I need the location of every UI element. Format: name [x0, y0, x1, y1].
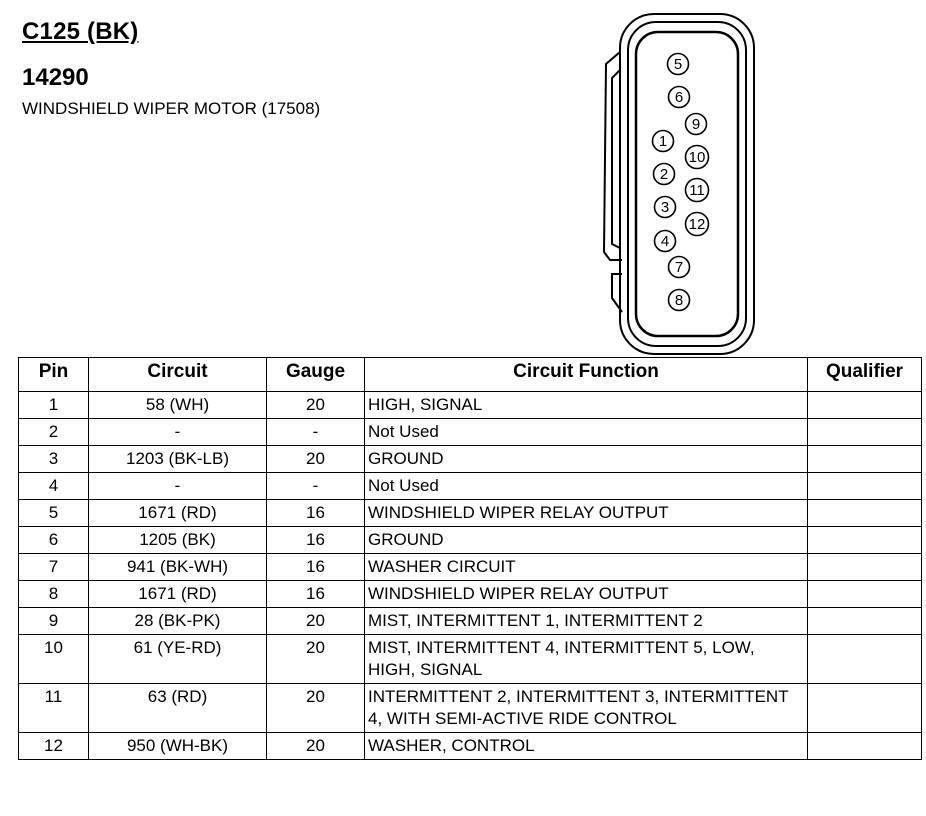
- pin-12-label: 12: [688, 216, 706, 233]
- table-row: [19, 608, 922, 635]
- cell-circuit: 1205 (BK): [89, 527, 267, 554]
- cell-circuit-function: WASHER CIRCUIT: [365, 554, 808, 581]
- pin-3: [655, 197, 676, 218]
- cell-circuit: 950 (WH-BK): [89, 733, 267, 760]
- pin-2: [654, 164, 675, 185]
- cell-circuit-function: WASHER, CONTROL: [365, 733, 808, 760]
- table-row: [19, 473, 922, 500]
- pin-6-label: 6: [674, 89, 684, 106]
- cell-pin: 5: [19, 500, 89, 527]
- cell-circuit-function: HIGH, SIGNAL: [365, 392, 808, 419]
- cell-circuit: 63 (RD): [89, 684, 267, 733]
- component-description: WINDSHIELD WIPER MOTOR (17508): [22, 99, 321, 118]
- pin-11: [686, 179, 709, 202]
- cell-gauge: -: [267, 473, 365, 500]
- cell-pin: 2: [19, 419, 89, 446]
- cell-gauge: 20: [267, 635, 365, 684]
- column-header-circuit-function: Circuit Function: [365, 358, 808, 392]
- cell-qualifier: [808, 527, 922, 554]
- connector-latch-inner: [612, 70, 620, 248]
- cell-pin: 12: [19, 733, 89, 760]
- cell-qualifier: [808, 500, 922, 527]
- cell-pin: 11: [19, 684, 89, 733]
- cell-gauge: 20: [267, 446, 365, 473]
- pin-10: [686, 146, 709, 169]
- cell-qualifier: [808, 446, 922, 473]
- cell-circuit-function: MIST, INTERMITTENT 4, INTERMITTENT 5, LOW, HIGH, SIGNAL: [365, 635, 808, 684]
- pin-9: [686, 114, 707, 135]
- table-row: [19, 500, 922, 527]
- cell-pin: 9: [19, 608, 89, 635]
- part-number: 14290: [22, 64, 89, 91]
- cell-circuit-function: GROUND: [365, 527, 808, 554]
- table-row: [19, 635, 922, 684]
- table-row: [19, 684, 922, 733]
- cell-qualifier: [808, 733, 922, 760]
- cell-circuit: 28 (BK-PK): [89, 608, 267, 635]
- cell-circuit: 61 (YE-RD): [89, 635, 267, 684]
- cell-circuit-function: GROUND: [365, 446, 808, 473]
- pin-11-label: 11: [689, 182, 705, 199]
- cell-circuit: 1671 (RD): [89, 500, 267, 527]
- pin-9-label: 9: [691, 116, 701, 133]
- cell-circuit-function: MIST, INTERMITTENT 1, INTERMITTENT 2: [365, 608, 808, 635]
- cell-qualifier: [808, 635, 922, 684]
- cell-pin: 8: [19, 581, 89, 608]
- cell-gauge: 20: [267, 733, 365, 760]
- pin-12: [686, 213, 709, 236]
- cell-pin: 10: [19, 635, 89, 684]
- cell-pin: 4: [19, 473, 89, 500]
- cell-circuit-function: WINDSHIELD WIPER RELAY OUTPUT: [365, 500, 808, 527]
- pin-8: [669, 290, 690, 311]
- cell-qualifier: [808, 684, 922, 733]
- cell-gauge: 16: [267, 554, 365, 581]
- pin-7-label: 7: [674, 259, 684, 276]
- cell-gauge: -: [267, 419, 365, 446]
- connector-id-title: C125 (BK): [22, 18, 139, 45]
- cell-circuit: 1671 (RD): [89, 581, 267, 608]
- pin-5: [668, 54, 689, 75]
- table-row: [19, 527, 922, 554]
- table-row: [19, 581, 922, 608]
- pin-1: [653, 131, 674, 152]
- cell-circuit-function: INTERMITTENT 2, INTERMITTENT 3, INTERMITTENT 4, WITH SEMI-ACTIVE RIDE CONTROL: [365, 684, 808, 733]
- cell-gauge: 16: [267, 527, 365, 554]
- pin-1-label: 1: [658, 133, 668, 150]
- pin-10-label: 10: [688, 149, 706, 166]
- cell-qualifier: [808, 608, 922, 635]
- pin-3-label: 3: [660, 199, 670, 216]
- cell-gauge: 16: [267, 581, 365, 608]
- cell-circuit-function: WINDSHIELD WIPER RELAY OUTPUT: [365, 581, 808, 608]
- table-header-row: [19, 358, 922, 392]
- table-row: [19, 392, 922, 419]
- pin-4: [655, 231, 676, 252]
- cell-circuit-function: Not Used: [365, 419, 808, 446]
- column-header-circuit: Circuit: [89, 358, 267, 392]
- cell-qualifier: [808, 473, 922, 500]
- pin-6: [669, 87, 690, 108]
- cell-qualifier: [808, 392, 922, 419]
- pinout-table: [18, 357, 922, 760]
- cell-pin: 3: [19, 446, 89, 473]
- cell-qualifier: [808, 419, 922, 446]
- column-header-gauge: Gauge: [267, 358, 365, 392]
- column-header-qualifier: Qualifier: [808, 358, 922, 392]
- cell-gauge: 16: [267, 500, 365, 527]
- cell-gauge: 20: [267, 392, 365, 419]
- table-row: [19, 446, 922, 473]
- cell-circuit: 58 (WH): [89, 392, 267, 419]
- cell-gauge: 20: [267, 684, 365, 733]
- cell-pin: 7: [19, 554, 89, 581]
- cell-pin: 6: [19, 527, 89, 554]
- pin-4-label: 4: [660, 233, 670, 250]
- cell-pin: 1: [19, 392, 89, 419]
- table-row: [19, 419, 922, 446]
- cell-gauge: 20: [267, 608, 365, 635]
- pin-5-label: 5: [673, 56, 683, 73]
- table-row: [19, 554, 922, 581]
- cell-circuit: 1203 (BK-LB): [89, 446, 267, 473]
- pin-2-label: 2: [659, 166, 669, 183]
- cell-circuit: -: [89, 473, 267, 500]
- cell-circuit: -: [89, 419, 267, 446]
- table-row: [19, 733, 922, 760]
- cell-qualifier: [808, 581, 922, 608]
- pin-7: [669, 257, 690, 278]
- connector-face-diagram: [592, 12, 762, 357]
- column-header-pin: Pin: [19, 358, 89, 392]
- cell-circuit: 941 (BK-WH): [89, 554, 267, 581]
- pin-8-label: 8: [674, 292, 684, 309]
- cell-qualifier: [808, 554, 922, 581]
- cell-circuit-function: Not Used: [365, 473, 808, 500]
